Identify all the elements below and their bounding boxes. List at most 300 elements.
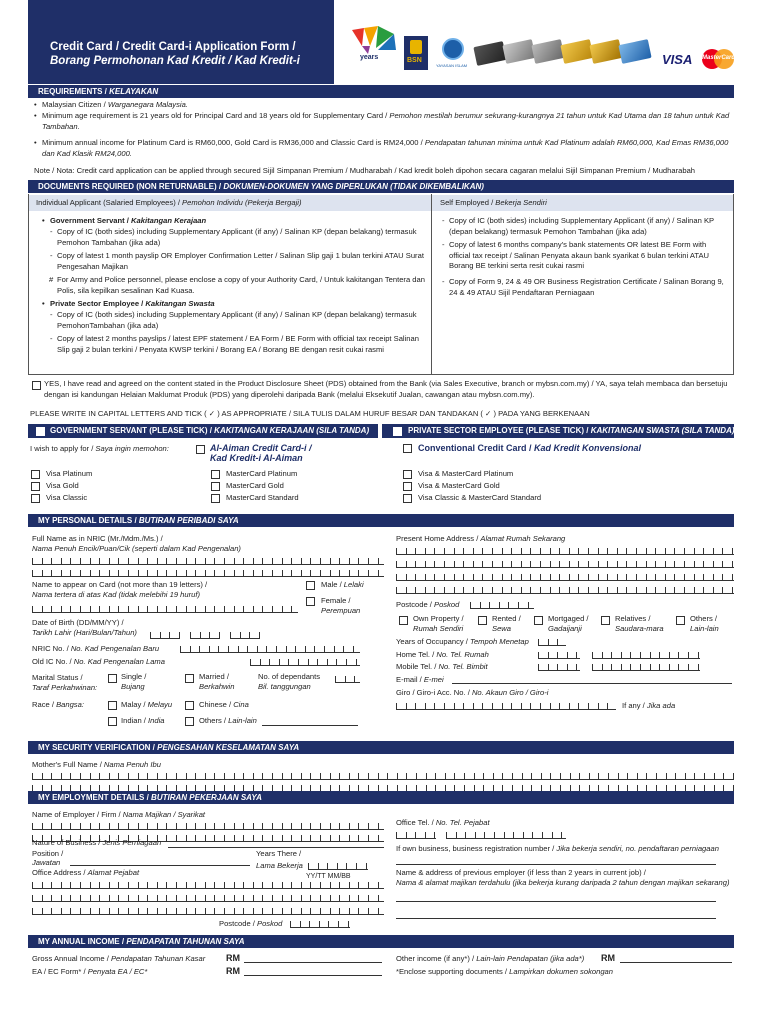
char-box-divider xyxy=(234,823,235,829)
char-box-divider xyxy=(513,832,514,838)
char-box-divider xyxy=(502,561,503,567)
char-box-divider xyxy=(32,895,33,901)
old-ic-field[interactable] xyxy=(250,656,360,666)
char-box-divider xyxy=(425,587,426,593)
char-box-divider xyxy=(396,703,397,709)
name-on-card-field[interactable] xyxy=(32,603,298,613)
char-box-divider xyxy=(463,574,464,580)
char-box-divider xyxy=(521,703,522,709)
char-box-divider xyxy=(396,832,397,838)
gov-doc-3: # For Army and Police personnel, please enclose a copy of your Authority Card, / Untuk kakitangan Tentera dan Polis, sila kepilkan sesalinan Kad Kuasa. xyxy=(57,275,427,296)
char-box-divider xyxy=(214,835,215,841)
visa-gold-checkbox[interactable] xyxy=(31,482,40,491)
char-box-divider xyxy=(618,773,619,779)
char-box-divider xyxy=(109,570,110,576)
char-box-divider xyxy=(291,823,292,829)
char-box-divider xyxy=(314,646,315,652)
char-box-divider xyxy=(550,561,551,567)
char-box-divider xyxy=(205,558,206,564)
race-label xyxy=(32,700,84,711)
char-box-divider xyxy=(396,561,397,567)
char-box-divider xyxy=(291,606,292,612)
home-address-en: Present Home Address / xyxy=(396,534,481,543)
char-box-divider xyxy=(338,921,339,927)
requirement-1-ms: Warganegara Malaysia. xyxy=(107,100,188,109)
char-box-divider xyxy=(166,570,167,576)
email-field[interactable] xyxy=(452,683,732,684)
others-race-ms: Lain-lain xyxy=(228,716,257,725)
home-address-field-2[interactable] xyxy=(396,558,734,568)
mobile-tel-field[interactable] xyxy=(592,661,700,671)
char-box-divider xyxy=(475,832,476,838)
char-box-divider xyxy=(732,587,733,593)
full-name-field-2[interactable] xyxy=(32,567,384,577)
female-checkbox[interactable] xyxy=(306,597,315,606)
char-box-divider xyxy=(147,823,148,829)
char-box-divider xyxy=(368,895,369,901)
char-box-divider xyxy=(61,895,62,901)
char-box-divider xyxy=(617,587,618,593)
prev-employer-field-1[interactable] xyxy=(396,901,716,902)
biz-reg-field[interactable] xyxy=(396,864,716,865)
marital-label: Marital Status / xyxy=(32,673,83,682)
char-box-divider xyxy=(684,548,685,554)
char-box-divider xyxy=(42,823,43,829)
char-box-divider xyxy=(291,895,292,901)
char-box-divider xyxy=(295,646,296,652)
requirement-3-en: Minimum annual income for Platinum Card is RM60,000, Gold Card is RM36,000 and Classic Card is RM24,000 / xyxy=(42,138,425,147)
char-box-divider xyxy=(176,823,177,829)
other-income-ms: Lain-lain Pendapatan (jika ada*) xyxy=(476,954,585,963)
char-box-divider xyxy=(330,823,331,829)
char-box-divider xyxy=(713,574,714,580)
char-box-divider xyxy=(473,703,474,709)
ea-form-field[interactable] xyxy=(244,975,382,976)
personal-heading-ms: BUTIRAN PERIBADI SAYA xyxy=(138,516,239,525)
char-box-divider xyxy=(310,882,311,888)
conv-classic-label: Visa Classic & MasterCard Standard xyxy=(418,493,542,502)
char-box-divider xyxy=(320,773,321,779)
bsn-text: BSN xyxy=(407,57,422,64)
char-box-divider xyxy=(703,574,704,580)
office-address-field-2[interactable] xyxy=(32,892,384,902)
full-name-label: Full Name as in NRIC (Mr./Mdm./Ms.) / xyxy=(32,534,163,543)
char-box-divider xyxy=(621,652,622,658)
char-box-divider xyxy=(224,773,225,779)
char-box-divider xyxy=(272,773,273,779)
char-box-divider xyxy=(640,664,641,670)
char-box-divider xyxy=(80,558,81,564)
char-box-divider xyxy=(561,832,562,838)
apply-for-en: I wish to apply for / xyxy=(30,444,96,453)
char-box-divider xyxy=(723,773,724,779)
char-box-divider xyxy=(722,574,723,580)
home-postcode-ms: Poskod xyxy=(434,600,460,609)
char-box-divider xyxy=(602,664,603,670)
home-postcode-field[interactable] xyxy=(470,599,534,609)
char-box-divider xyxy=(502,574,503,580)
others-race-field[interactable] xyxy=(262,725,358,726)
own-property-checkbox[interactable] xyxy=(399,616,408,625)
char-box-divider xyxy=(336,659,337,665)
char-box-divider xyxy=(454,561,455,567)
nature-business-en: Nature of Business / xyxy=(32,838,103,847)
char-box-divider xyxy=(118,558,119,564)
char-box-divider xyxy=(560,773,561,779)
char-box-divider xyxy=(665,587,666,593)
char-box-divider xyxy=(214,895,215,901)
gov-servant-bar xyxy=(28,424,378,438)
char-box-divider xyxy=(234,570,235,576)
nric-field[interactable] xyxy=(180,643,360,653)
char-box-divider xyxy=(607,548,608,554)
char-box-divider xyxy=(444,574,445,580)
char-box-divider xyxy=(406,773,407,779)
char-box-divider xyxy=(262,558,263,564)
own-property-label-ms: Rumah Sendiri xyxy=(413,624,464,633)
married-checkbox[interactable] xyxy=(185,674,194,683)
pvt-sector-checkbox[interactable] xyxy=(393,427,402,436)
char-box-divider xyxy=(482,574,483,580)
char-box-divider xyxy=(511,548,512,554)
office-postcode-field[interactable] xyxy=(290,918,350,928)
other-income-field[interactable] xyxy=(620,962,732,963)
char-box-divider xyxy=(598,574,599,580)
full-name-field-1[interactable] xyxy=(32,555,384,565)
char-box-divider xyxy=(298,659,299,665)
char-box-divider xyxy=(349,558,350,564)
char-box-divider xyxy=(272,882,273,888)
char-box-divider xyxy=(528,602,529,608)
char-box-divider xyxy=(434,548,435,554)
char-box-divider xyxy=(464,773,465,779)
home-address-label xyxy=(396,534,565,545)
home-tel-area-field[interactable] xyxy=(538,649,580,659)
relatives-checkbox[interactable] xyxy=(601,616,610,625)
full-name-label-ms: Nama Penuh Encik/Puan/Cik (seperti dalam Kad Pengenalan) xyxy=(32,544,241,553)
nric-en: NRIC No. / xyxy=(32,644,71,653)
visa-logo: VISA xyxy=(662,52,693,67)
char-box-divider xyxy=(147,558,148,564)
char-box-divider xyxy=(138,908,139,914)
char-box-divider xyxy=(42,773,43,779)
char-box-divider xyxy=(301,823,302,829)
char-box-divider xyxy=(310,835,311,841)
security-heading-en: MY SECURITY VERIFICATION / xyxy=(38,743,158,752)
others-residence-checkbox[interactable] xyxy=(676,616,685,625)
nature-business-field[interactable] xyxy=(168,847,384,848)
char-box-divider xyxy=(128,823,129,829)
char-box-divider xyxy=(90,882,91,888)
char-box-divider xyxy=(186,882,187,888)
conv-classic-checkbox[interactable] xyxy=(403,494,412,503)
char-box-divider xyxy=(234,895,235,901)
mc-gold-checkbox[interactable] xyxy=(211,482,220,491)
conv-gold-checkbox[interactable] xyxy=(403,482,412,491)
char-box-divider xyxy=(732,574,733,580)
char-box-divider xyxy=(282,908,283,914)
conventional-en: Conventional Credit Card / xyxy=(418,443,535,453)
annual-income-bar xyxy=(28,935,734,948)
char-box-divider xyxy=(492,703,493,709)
visa-platinum-checkbox[interactable] xyxy=(31,470,40,479)
employer-ms: Nama Majikan / Syarikat xyxy=(122,810,206,819)
char-box-divider xyxy=(713,587,714,593)
chinese-ms: Cina xyxy=(233,700,249,709)
char-box-divider xyxy=(626,587,627,593)
char-box-divider xyxy=(454,548,455,554)
char-box-divider xyxy=(569,574,570,580)
char-box-divider xyxy=(646,561,647,567)
documents-col-divider xyxy=(431,194,432,375)
indian-label xyxy=(121,716,165,727)
char-box-divider xyxy=(349,773,350,779)
form-title-en: Credit Card / Credit Card-i Application Form / xyxy=(50,41,296,53)
capital-letters-instruction: PLEASE WRITE IN CAPITAL LETTERS AND TICK ( ✓ ) AS APPROPRIATE / SILA TULIS DALAM HURUF BESAR DAN TANDAKAN ( ✓ ) PADA YANG BERKENAAN xyxy=(30,409,590,418)
char-box-divider xyxy=(157,606,158,612)
position-field[interactable] xyxy=(70,865,250,866)
mother-name-ms: Nama Penuh Ibu xyxy=(103,760,161,769)
char-box-divider xyxy=(579,773,580,779)
years-there-field[interactable] xyxy=(308,860,368,870)
char-box-divider xyxy=(205,895,206,901)
mc-standard-checkbox[interactable] xyxy=(211,494,220,503)
self-doc-2: - Copy of latest 6 months company's bank statements OR latest BE Form with official tax receipt / Salinan Penyata akaun bank syarikat 6 bulan terkini ATAU Borang BE terkini serta resit cukai rasmi xyxy=(449,240,729,272)
char-box-divider xyxy=(253,773,254,779)
char-box-divider xyxy=(499,602,500,608)
char-box-divider xyxy=(356,659,357,665)
mobile-prefix-field[interactable] xyxy=(538,661,580,671)
char-box-divider xyxy=(291,908,292,914)
char-box-divider xyxy=(138,558,139,564)
char-box-divider xyxy=(272,895,273,901)
nature-business-ms: Jenis Perniagaan xyxy=(102,838,162,847)
mother-name-field-1[interactable] xyxy=(32,770,734,780)
visa-gold-label: Visa Gold xyxy=(46,481,79,490)
home-address-field-1[interactable] xyxy=(396,545,734,555)
indian-en: Indian / xyxy=(121,716,149,725)
char-box-divider xyxy=(415,703,416,709)
home-address-field-3[interactable] xyxy=(396,571,734,581)
char-box-divider xyxy=(353,646,354,652)
yayasan-emblem-icon xyxy=(442,38,464,60)
char-box-divider xyxy=(348,921,349,927)
char-box-divider xyxy=(224,895,225,901)
conv-platinum-checkbox[interactable] xyxy=(403,470,412,479)
old-ic-label xyxy=(32,657,165,668)
mc-standard-label: MasterCard Standard xyxy=(226,493,299,502)
char-box-divider xyxy=(138,882,139,888)
alaiman-label-1: Al-Aiman Credit Card-i / xyxy=(210,443,312,453)
char-box-divider xyxy=(406,832,407,838)
char-box-divider xyxy=(358,558,359,564)
conventional-label xyxy=(418,443,641,454)
malay-checkbox[interactable] xyxy=(108,701,117,710)
office-address-label xyxy=(32,868,139,879)
dependants-field[interactable] xyxy=(335,673,360,683)
char-box-divider xyxy=(99,882,100,888)
char-box-divider xyxy=(358,882,359,888)
chinese-checkbox[interactable] xyxy=(185,701,194,710)
char-box-divider xyxy=(346,863,347,869)
char-box-divider xyxy=(569,548,570,554)
rented-label: Rented / xyxy=(492,614,521,623)
char-box-divider xyxy=(540,548,541,554)
home-address-field-4[interactable] xyxy=(396,584,734,594)
char-box-divider xyxy=(138,606,139,612)
documents-col-left-ms: Pemohon Individu (Pekerja Bergaji) xyxy=(182,198,302,207)
char-box-divider xyxy=(473,587,474,593)
char-box-divider xyxy=(397,773,398,779)
others-race-checkbox[interactable] xyxy=(185,717,194,726)
char-box-divider xyxy=(327,659,328,665)
mc-platinum-checkbox[interactable] xyxy=(211,470,220,479)
char-box-divider xyxy=(282,882,283,888)
race-en: Race / xyxy=(32,700,57,709)
char-box-divider xyxy=(576,664,577,670)
char-box-divider xyxy=(186,570,187,576)
single-checkbox[interactable] xyxy=(108,674,117,683)
position-label: Position / xyxy=(32,849,64,858)
mobile-tel-label xyxy=(396,662,488,673)
char-box-divider xyxy=(567,652,568,658)
char-box-divider xyxy=(138,895,139,901)
char-box-divider xyxy=(492,574,493,580)
male-checkbox[interactable] xyxy=(306,581,315,590)
char-box-divider xyxy=(335,676,336,682)
char-box-divider xyxy=(138,823,139,829)
char-box-divider xyxy=(70,895,71,901)
mortgaged-checkbox[interactable] xyxy=(534,616,543,625)
requirement-3 xyxy=(42,138,732,159)
office-address-field-1[interactable] xyxy=(32,879,384,889)
char-box-divider xyxy=(243,882,244,888)
char-box-divider xyxy=(51,908,52,914)
char-box-divider xyxy=(99,558,100,564)
requirements-heading-ms: KELAYAKAN xyxy=(109,87,159,96)
dob-day-field[interactable] xyxy=(150,629,180,639)
char-box-divider xyxy=(567,664,568,670)
dob-year-field[interactable] xyxy=(230,629,260,639)
char-box-divider xyxy=(656,773,657,779)
office-tel-field[interactable] xyxy=(446,829,566,839)
office-address-field-3[interactable] xyxy=(32,905,384,915)
char-box-divider xyxy=(694,773,695,779)
char-box-divider xyxy=(128,882,129,888)
char-box-divider xyxy=(637,773,638,779)
char-box-divider xyxy=(290,921,291,927)
office-address-ms: Alamat Pejabat xyxy=(87,868,140,877)
char-box-divider xyxy=(694,574,695,580)
char-box-divider xyxy=(301,570,302,576)
char-box-divider xyxy=(176,908,177,914)
char-box-divider xyxy=(444,561,445,567)
char-box-divider xyxy=(301,773,302,779)
gross-income-field[interactable] xyxy=(244,962,382,963)
char-box-divider xyxy=(238,646,239,652)
char-box-divider xyxy=(186,835,187,841)
char-box-divider xyxy=(502,587,503,593)
rented-checkbox[interactable] xyxy=(478,616,487,625)
nric-ms: No. Kad Pengenalan Baru xyxy=(70,644,160,653)
conventional-checkbox[interactable] xyxy=(403,444,412,453)
char-box-divider xyxy=(51,606,52,612)
home-tel-en: Home Tel. / xyxy=(396,650,437,659)
gov-servant-heading xyxy=(50,216,206,227)
dob-month-field[interactable] xyxy=(190,629,220,639)
char-box-divider xyxy=(109,823,110,829)
char-box-divider xyxy=(224,908,225,914)
char-box-divider xyxy=(722,587,723,593)
char-box-divider xyxy=(320,558,321,564)
office-tel-area-field[interactable] xyxy=(396,829,436,839)
char-box-divider xyxy=(109,908,110,914)
employer-field-1[interactable] xyxy=(32,820,384,830)
char-box-divider xyxy=(330,773,331,779)
home-tel-field[interactable] xyxy=(592,649,700,659)
char-box-divider xyxy=(588,587,589,593)
char-box-divider xyxy=(282,570,283,576)
char-box-divider xyxy=(250,659,251,665)
documents-bar xyxy=(28,180,734,193)
gov-servant-checkbox[interactable] xyxy=(36,427,45,436)
char-box-divider xyxy=(570,773,571,779)
ea-form-rm: RM xyxy=(226,966,240,976)
char-box-divider xyxy=(339,908,340,914)
visa-classic-checkbox[interactable] xyxy=(31,494,40,503)
char-box-divider xyxy=(334,646,335,652)
char-box-divider xyxy=(32,606,33,612)
char-box-divider xyxy=(714,773,715,779)
char-box-divider xyxy=(434,703,435,709)
pvt-doc-2: - Copy of latest 2 months payslips / latest EPF statement / EA Form / BE Form with official tax receipt Salinan Slip gaji 2 bulan terkini / Penyata KWSP terkini / Borang EA / Borang BE dengan resit cukai rasmi xyxy=(57,334,427,355)
char-box-divider xyxy=(511,587,512,593)
yayasan-text: YAYASAN ISLAM xyxy=(436,63,468,68)
char-box-divider xyxy=(262,773,263,779)
char-box-divider xyxy=(463,548,464,554)
occupancy-field[interactable] xyxy=(538,636,566,646)
char-box-divider xyxy=(492,548,493,554)
char-box-divider xyxy=(463,561,464,567)
char-box-divider xyxy=(578,703,579,709)
char-box-divider xyxy=(262,570,263,576)
alaiman-checkbox[interactable] xyxy=(196,445,205,454)
marital-label-ms: Taraf Perkahwinan: xyxy=(32,683,98,692)
pds-agree-checkbox[interactable] xyxy=(32,381,41,390)
giro-account-field[interactable] xyxy=(396,700,616,710)
char-box-divider xyxy=(301,835,302,841)
char-box-divider xyxy=(80,773,81,779)
char-box-divider xyxy=(703,587,704,593)
pvt-bar-ms: KAKITANGAN SWASTA (SILA TANDA) xyxy=(590,426,735,435)
char-box-divider xyxy=(454,587,455,593)
char-box-divider xyxy=(176,835,177,841)
char-box-divider xyxy=(704,773,705,779)
char-box-divider xyxy=(301,895,302,901)
indian-checkbox[interactable] xyxy=(108,717,117,726)
char-box-divider xyxy=(327,863,328,869)
char-box-divider xyxy=(511,703,512,709)
char-box-divider xyxy=(454,773,455,779)
char-box-divider xyxy=(176,570,177,576)
char-box-divider xyxy=(502,773,503,779)
char-box-divider xyxy=(674,587,675,593)
prev-employer-field-2[interactable] xyxy=(396,918,716,919)
office-tel-ms: No. Tel. Pejabat xyxy=(435,818,490,827)
char-box-divider xyxy=(703,561,704,567)
char-box-divider xyxy=(147,908,148,914)
char-box-divider xyxy=(426,773,427,779)
